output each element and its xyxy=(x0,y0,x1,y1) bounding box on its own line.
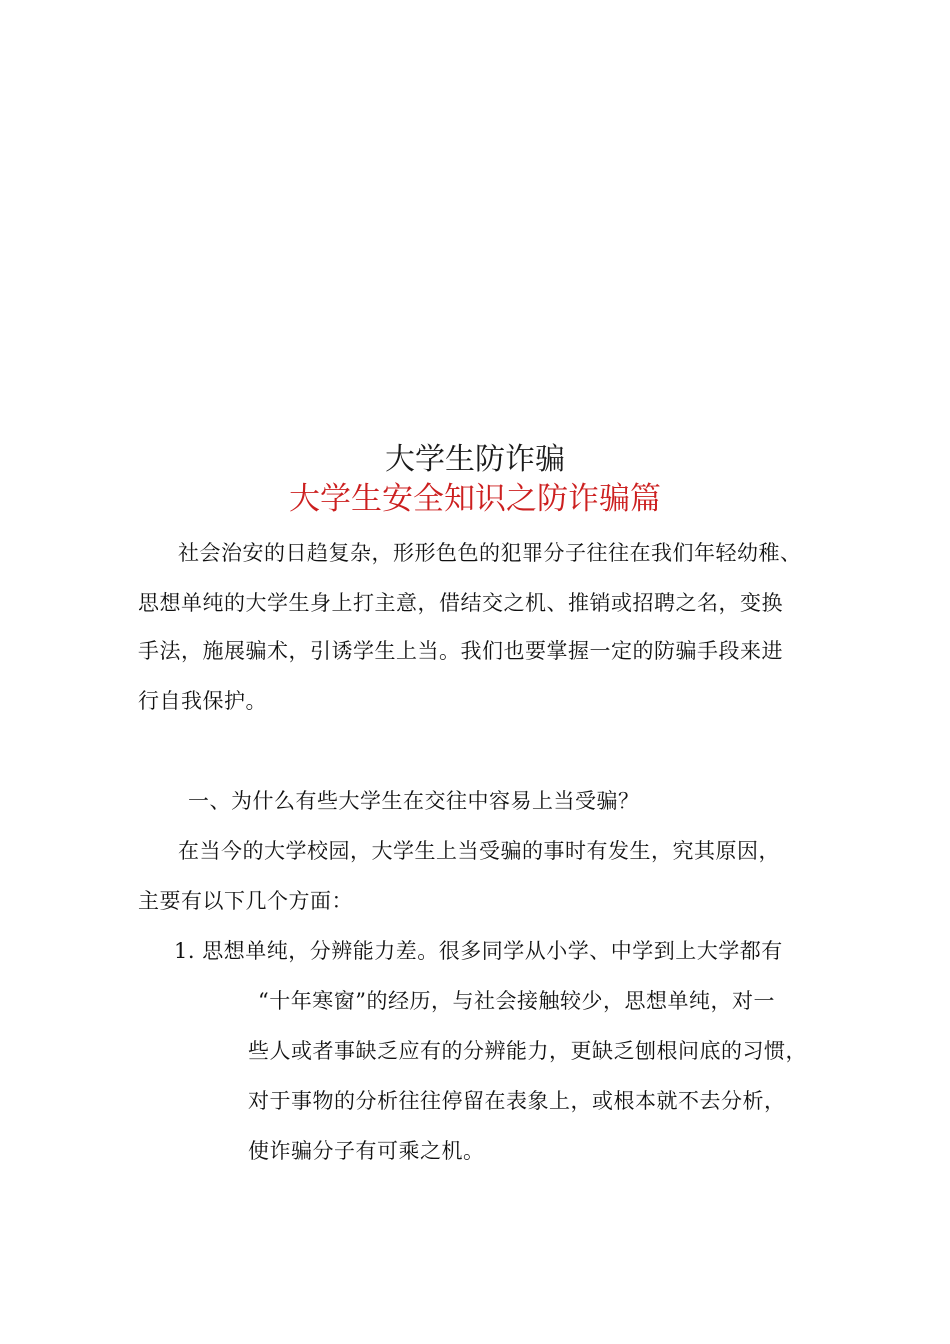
list-item-line: “十年寒窗”的经历，与社会接触较少，思想单纯，对一 xyxy=(258,989,775,1013)
section-line: 主要有以下几个方面： xyxy=(138,889,353,913)
list-item-line: 使诈骗分子有可乘之机。 xyxy=(248,1139,485,1163)
list-item-line: 对于事物的分析往往停留在表象上，或根本就不去分析， xyxy=(248,1089,786,1113)
document-title: 大学生防诈骗 xyxy=(385,442,565,477)
list-item-line: 1. 思想单纯，分辨能力差。很多同学从小学、中学到上大学都有 xyxy=(174,939,783,963)
section-line: 在当今的大学校园，大学生上当受骗的事时有发生，究其原因， xyxy=(178,839,780,863)
intro-line: 社会治安的日趋复杂，形形色色的犯罪分子往往在我们年轻幼稚、 xyxy=(178,541,802,565)
list-item-line: 些人或者事缺乏应有的分辨能力，更缺乏刨根问底的习惯， xyxy=(248,1039,807,1063)
intro-line: 手法，施展骗术，引诱学生上当。我们也要掌握一定的防骗手段来进 xyxy=(138,639,783,663)
document-subtitle: 大学生安全知识之防诈骗篇 xyxy=(289,481,661,517)
intro-line: 思想单纯的大学生身上打主意，借结交之机、推销或招聘之名，变换 xyxy=(138,591,783,615)
section-heading: 一、为什么有些大学生在交往中容易上当受骗？ xyxy=(188,789,640,813)
intro-line: 行自我保护。 xyxy=(138,689,267,713)
